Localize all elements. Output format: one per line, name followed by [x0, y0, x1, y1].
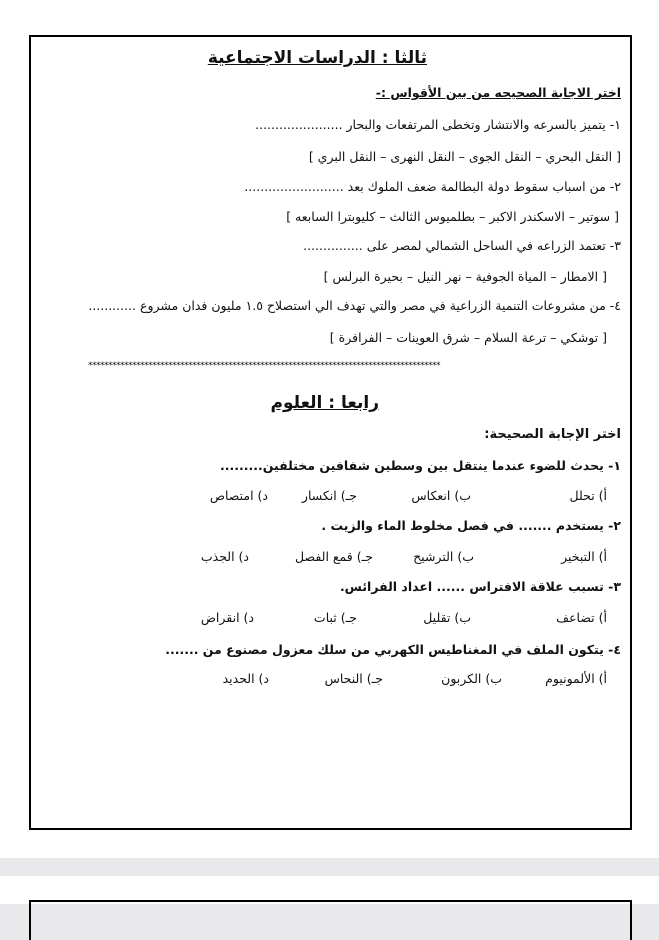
next-page-border	[29, 900, 632, 940]
q1-option-b: ب) انعكاس	[411, 488, 471, 503]
q2-option-a: أ) التبخير	[561, 549, 607, 564]
science-instruction: اختر الإجابة الصحيحة:	[484, 427, 621, 442]
social-studies-title: ثالثا : الدراسات الاجتماعية	[207, 48, 427, 68]
science-title: رابعا : العلوم	[270, 393, 379, 413]
q3-option-a: أ) تضاعف	[556, 610, 607, 625]
social-question-2: ٢- من اسباب سقوط دولة البطالمة ضعف الملوك بعد .........................	[244, 179, 621, 194]
social-choices-3: [ الامطار – المياة الجوفية – نهر النيل – بحيرة البرلس ]	[323, 269, 607, 284]
q4-option-c: جـ) النحاس	[324, 671, 383, 686]
q4-option-a: أ) الألمونيوم	[545, 671, 607, 686]
social-question-1: ١- يتميز بالسرعه والانتشار وتخطى المرتفعات والبحار ......................	[255, 117, 621, 132]
social-instruction: اختر الاجابة الصحيحه من بين الأقواس :-	[375, 85, 621, 100]
section-separator: ****************************************************************************************	[88, 361, 440, 371]
q2-option-c: جـ) قمع الفصل	[295, 549, 373, 564]
science-question-2: ٢- يستخدم ....... في فصل مخلوط الماء والزيت .	[321, 518, 621, 533]
social-question-3: ٣- تعتمد الزراعه في الساحل الشمالي لمصر على ...............	[303, 238, 621, 253]
q2-option-b: ب) الترشيح	[413, 549, 474, 564]
science-question-1: ١- يحدث للضوء عندما ينتقل بين وسطين شفافين مختلفين.........	[219, 458, 621, 473]
social-choices-4: [ توشكي – ترعة السلام – شرق العوينات – الفرافرة ]	[329, 330, 607, 345]
q3-option-d: د) انقراض	[200, 610, 254, 625]
science-question-3: ٣- تسبب علاقة الافتراس ...... اعداد الفرائس.	[339, 579, 621, 594]
social-question-4: ٤- من مشروعات التنمية الزراعية في مصر والتي تهدف الي استصلاح ١.٥ مليون فدان مشروع ............	[88, 298, 621, 313]
q3-option-c: جـ) ثبات	[313, 610, 357, 625]
q1-option-c: جـ) انكسار	[301, 488, 357, 503]
social-choices-1: [ النقل البحري – النقل الجوى – النقل النهرى – النقل البري ]	[308, 149, 621, 164]
q2-option-d: د) الجذب	[200, 549, 249, 564]
q1-option-a: أ) تحلل	[569, 488, 607, 503]
science-question-4: ٤- يتكون الملف في المغناطيس الكهربي من سلك معزول مصنوع من .......	[165, 642, 621, 657]
q3-option-b: ب) تقليل	[423, 610, 471, 625]
q1-option-d: د) امتصاص	[209, 488, 268, 503]
next-page	[0, 876, 659, 904]
social-choices-2: [ سوتير – الاسكندر الاكبر – بطلميوس الثالث – كليوبترا السابعه ]	[286, 209, 619, 224]
q4-option-b: ب) الكربون	[441, 671, 502, 686]
q4-option-d: د) الحديد	[222, 671, 269, 686]
